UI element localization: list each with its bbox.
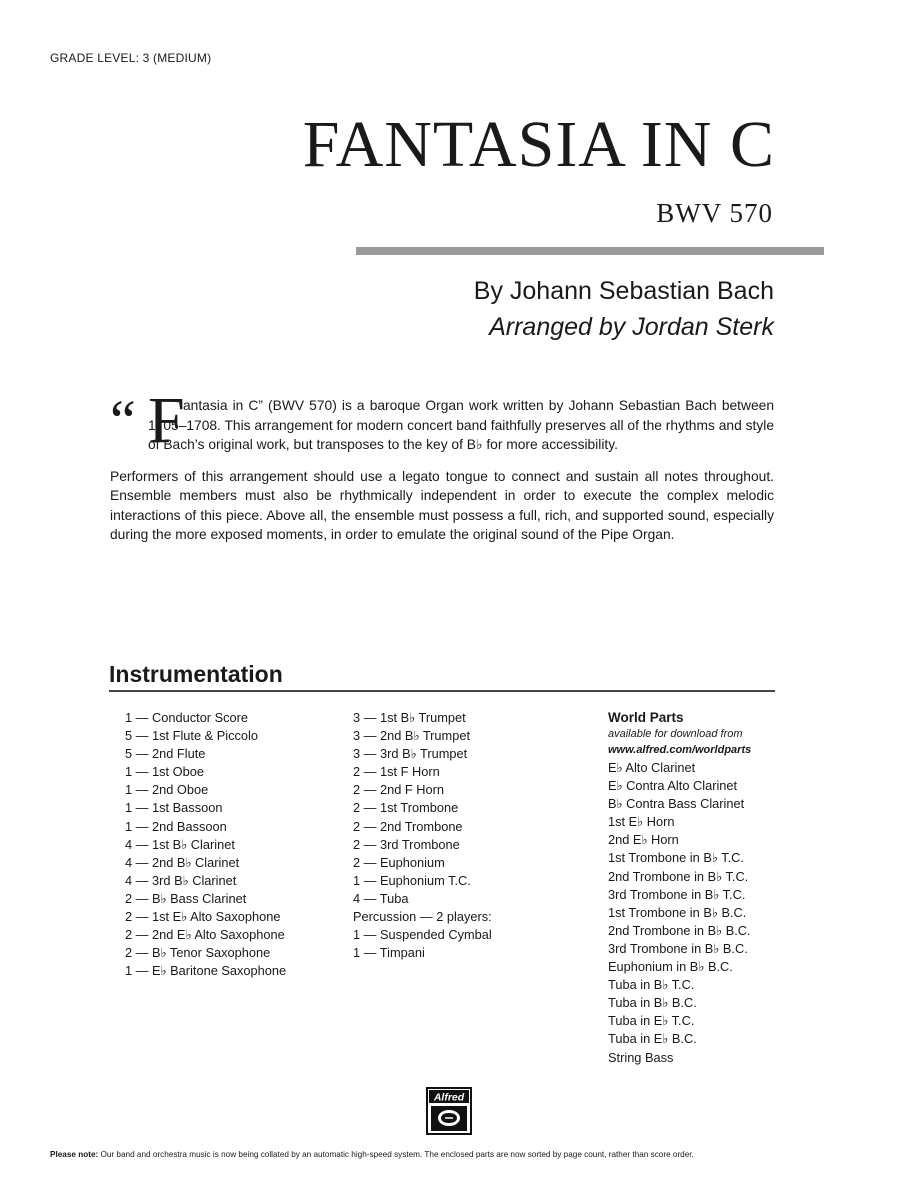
collation-note <box>50 1150 850 1159</box>
quote-mark: “ <box>110 388 136 453</box>
world-part: 2nd Trombone in B♭ T.C. <box>608 868 749 884</box>
grade-level: GRADE LEVEL: 3 (MEDIUM) <box>50 51 212 65</box>
piece-title: FANTASIA IN C <box>302 108 775 181</box>
world-part: Euphonium in B♭ B.C. <box>608 959 733 975</box>
world-part: Tuba in B♭ T.C. <box>608 977 695 993</box>
world-part: 1st Trombone in B♭ B.C. <box>608 904 747 920</box>
title-divider <box>356 247 824 255</box>
world-part: Tuba in E♭ T.C. <box>608 1013 695 1029</box>
world-part: E♭ Alto Clarinet <box>608 760 696 775</box>
instrument-part: Percussion — 2 players: <box>353 909 492 925</box>
world-part: 3rd Trombone in B♭ B.C. <box>608 940 748 956</box>
world-part: B♭ Contra Bass Clarinet <box>608 796 745 812</box>
instrument-part: 2 — 1st F Horn <box>353 764 440 780</box>
world-part: String Bass <box>608 1049 674 1065</box>
logo-text: Alfred <box>433 1091 465 1104</box>
world-part: Tuba in B♭ B.C. <box>608 995 697 1011</box>
instrument-part: 2 — B♭ Tenor Saxophone <box>125 945 271 961</box>
world-parts-note: available for download from <box>608 728 743 740</box>
instrument-part: 1 — Suspended Cymbal <box>353 927 492 943</box>
instrument-part: 5 — 2nd Flute <box>125 746 206 762</box>
drop-cap: F <box>148 384 185 457</box>
instrument-part: 2 — 2nd E♭ Alto Saxophone <box>125 927 285 943</box>
instrument-part: 1 — E♭ Baritone Saxophone <box>125 963 287 979</box>
instrument-part: 5 — 1st Flute & Piccolo <box>125 728 258 744</box>
instrumentation-heading: Instrumentation <box>109 661 283 687</box>
world-part: 1st E♭ Horn <box>608 814 675 830</box>
instrument-part: 2 — 2nd Trombone <box>353 818 463 834</box>
instrument-part: 1 — Timpani <box>353 945 425 961</box>
world-part: 3rd Trombone in B♭ T.C. <box>608 886 746 902</box>
alfred-logo <box>426 1087 472 1135</box>
instrument-part: 2 — 1st Trombone <box>353 800 459 816</box>
instrument-part: 1 — 2nd Bassoon <box>125 818 227 834</box>
world-parts-title: World Parts <box>608 710 684 725</box>
catalog-number: BWV 570 <box>656 198 773 228</box>
instrument-part: 3 — 3rd B♭ Trumpet <box>353 746 468 762</box>
notes-paragraph-1: antasia in C” (BWV 570) is a baroque Organ work written by Johann Sebastian Bach between 1705–1708. This arrangement for modern concert band faithfully preserves all of the rhythms and style of Bach’s original work, but transposes to the key of B♭ for more accessibility. <box>148 398 774 452</box>
instrument-part: 2 — Euphonium <box>353 854 445 870</box>
program-notes <box>110 384 774 545</box>
note-label: Please note: <box>50 1150 99 1159</box>
instrument-part: 2 — 2nd F Horn <box>353 782 445 798</box>
world-parts-list <box>608 709 808 1067</box>
instrument-part: 1 — Euphonium T.C. <box>353 872 471 888</box>
instrument-part: 4 — Tuba <box>353 890 409 906</box>
instrument-part: 1 — 1st Oboe <box>125 764 204 780</box>
notes-paragraph-2: Performers of this arrangement should use a legato tongue to connect and sustain all notes throughout. Ensemble members must also be rhythmically independent in order to execute the complex melodic interactions of this piece. Above all, the ensemble must possess a full, rich, and supported sound, especially during the more exposed moments, in order to emulate the original sound of the Pipe Organ. <box>110 468 774 542</box>
composer-credit: By Johann Sebastian Bach <box>473 277 774 305</box>
instrument-list-2 <box>353 709 553 962</box>
instrument-list-1 <box>125 709 345 980</box>
note-text: Our band and orchestra music is now being collated by an automatic high-speed system. The enclosed parts are now sorted by page count, rather than score order. <box>98 1150 694 1159</box>
world-parts-items <box>608 759 808 1067</box>
instrument-part: 2 — 1st E♭ Alto Saxophone <box>125 909 281 925</box>
world-parts-link[interactable]: www.alfred.com/worldparts <box>608 744 752 756</box>
instrument-part: 4 — 1st B♭ Clarinet <box>125 836 235 852</box>
instrument-part: 1 — 2nd Oboe <box>125 782 209 798</box>
arranger-credit: Arranged by Jordan Sterk <box>489 313 774 341</box>
world-part: E♭ Contra Alto Clarinet <box>608 778 738 794</box>
instrument-part: 3 — 2nd B♭ Trumpet <box>353 728 470 744</box>
instrument-part: 4 — 3rd B♭ Clarinet <box>125 872 237 888</box>
instrument-part: 2 — B♭ Bass Clarinet <box>125 890 247 906</box>
world-part: Tuba in E♭ B.C. <box>608 1031 697 1047</box>
world-part: 2nd Trombone in B♭ B.C. <box>608 922 751 938</box>
world-part: 2nd E♭ Horn <box>608 832 679 848</box>
instrument-part: 1 — Conductor Score <box>125 710 249 725</box>
world-part: 1st Trombone in B♭ T.C. <box>608 850 744 866</box>
instrument-part: 2 — 3rd Trombone <box>353 836 460 852</box>
instrument-part: 3 — 1st B♭ Trumpet <box>353 710 466 725</box>
instrument-part: 4 — 2nd B♭ Clarinet <box>125 854 240 870</box>
instrumentation-divider <box>109 690 775 692</box>
instrument-part: 1 — 1st Bassoon <box>125 800 223 816</box>
